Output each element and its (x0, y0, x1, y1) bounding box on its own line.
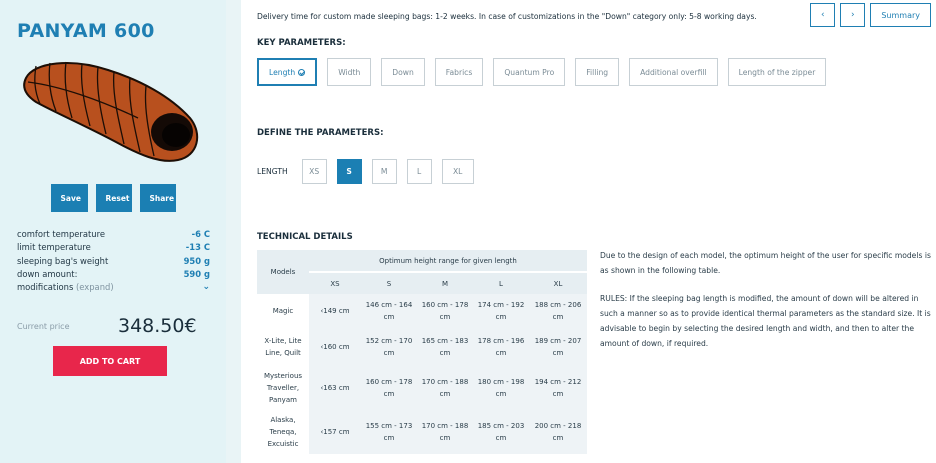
table-cell: 188 cm - 206 cm (529, 294, 587, 328)
spec-limit-temperature (17, 241, 210, 254)
table-cell: 165 cm - 183 cm (417, 328, 473, 366)
save-button[interactable]: Save (51, 184, 88, 212)
modifications-toggle[interactable] (17, 281, 210, 294)
configurator-panel (241, 0, 936, 463)
col-header: L (473, 272, 529, 294)
spec-down-amount (17, 268, 210, 281)
current-price: 348.50€ (118, 315, 197, 337)
tab-length-of-zipper[interactable]: Length of the zipper (728, 58, 827, 86)
table-cell: 155 cm - 173 cm (361, 410, 417, 454)
length-description (600, 248, 935, 351)
price-label: Current price (17, 322, 70, 331)
spec-value: -13 C (185, 242, 210, 253)
define-parameters-heading: DEFINE THE PARAMETERS: (257, 128, 384, 138)
range-header: Optimum height range for given length (309, 250, 587, 272)
prev-button[interactable]: ‹ (810, 3, 835, 27)
spec-value: 950 g (183, 255, 210, 266)
table-cell: ‹149 cm (309, 294, 361, 328)
length-table (257, 250, 587, 454)
next-button[interactable]: › (840, 3, 865, 27)
spec-label: down amount: (17, 268, 78, 279)
spec-value: 590 g (183, 268, 210, 279)
spec-label: limit temperature (17, 242, 91, 253)
table-cell: 160 cm - 178 cm (417, 294, 473, 328)
modifications-label (17, 281, 114, 294)
tab-quantum-pro[interactable]: Quantum Pro (493, 58, 565, 86)
size-xl[interactable]: XL (442, 159, 474, 184)
table-cell: ‹157 cm (309, 410, 361, 454)
sleeping-bag-image (20, 56, 205, 166)
key-parameters-heading: KEY PARAMETERS: (257, 38, 346, 48)
col-header: XL (529, 272, 587, 294)
tab-label: Length (269, 67, 296, 77)
expand-link[interactable]: (expand) (76, 282, 114, 293)
table-row (257, 294, 587, 328)
table-cell: 170 cm - 188 cm (417, 410, 473, 454)
table-cell: 178 cm - 196 cm (473, 328, 529, 366)
model-cell: Alaska, Teneqa, Excuistic (257, 410, 309, 454)
length-label: LENGTH (257, 167, 288, 176)
step-navigation (810, 3, 931, 27)
table-cell: 189 cm - 207 cm (529, 328, 587, 366)
tab-length[interactable] (257, 58, 317, 86)
table-cell: ‹160 cm (309, 328, 361, 366)
description-paragraph: Due to the design of each model, the optimum height of the user for specific models is as shown in the following table. (600, 251, 931, 275)
share-button[interactable]: Share (140, 184, 176, 212)
table-cell: 160 cm - 178 cm (361, 366, 417, 410)
table-cell: 170 cm - 188 cm (417, 366, 473, 410)
col-header: XS (309, 272, 361, 294)
spec-list (17, 228, 210, 294)
size-s[interactable]: S (337, 159, 362, 184)
table-row (257, 328, 587, 366)
tab-filling[interactable]: Filling (575, 58, 619, 86)
table-cell: 152 cm - 170 cm (361, 328, 417, 366)
delivery-info: Delivery time for custom made sleeping bags: 1-2 weeks. In case of customizations in the "Down" category only: 5-8 working days. (257, 12, 757, 21)
table-row (257, 366, 587, 410)
table-row (257, 410, 587, 454)
table-cell: 200 cm - 218 cm (529, 410, 587, 454)
chevron-down-icon[interactable]: ⌄ (202, 282, 210, 293)
size-xs[interactable]: XS (302, 159, 327, 184)
spec-label: sleeping bag's weight (17, 255, 109, 266)
table-cell: 194 cm - 212 cm (529, 366, 587, 410)
spec-value: -6 C (191, 229, 210, 239)
spec-weight (17, 255, 210, 268)
table-cell: ‹163 cm (309, 366, 361, 410)
tab-down[interactable]: Down (381, 58, 425, 86)
length-selector (257, 159, 474, 184)
col-header: S (361, 272, 417, 294)
tab-width[interactable]: Width (327, 58, 371, 86)
table-cell: 174 cm - 192 cm (473, 294, 529, 328)
spec-comfort-temperature (17, 228, 210, 241)
parameter-tabs (257, 58, 826, 86)
table-cell: 180 cm - 198 cm (473, 366, 529, 410)
tab-additional-overfill[interactable]: Additional overfill (629, 58, 717, 86)
model-cell: X-Lite, Lite Line, Quilt (257, 328, 309, 366)
table-cell: 146 cm - 164 cm (361, 294, 417, 328)
product-title: PANYAM 600 (17, 20, 155, 42)
check-circle-icon (298, 69, 305, 76)
modifications-text: modifications (17, 282, 74, 293)
models-header: Models (257, 250, 309, 294)
model-cell: Mysterious Traveller, Panyam (257, 366, 309, 410)
add-to-cart-button[interactable]: ADD TO CART (53, 346, 167, 376)
spec-label: comfort temperature (17, 229, 105, 239)
product-panel (0, 0, 226, 463)
table-cell: 185 cm - 203 cm (473, 410, 529, 454)
tab-fabrics[interactable]: Fabrics (435, 58, 484, 86)
summary-button[interactable]: Summary (870, 3, 931, 27)
reset-button[interactable]: Reset (96, 184, 132, 212)
technical-details-heading: TECHNICAL DETAILS (257, 232, 353, 242)
model-cell: Magic (257, 294, 309, 328)
description-paragraph: RULES: If the sleeping bag length is modified, the amount of down will be altered in such a manner so as to provide identical thermal parameters as the standard size. It is advisable to begin by selecting the desired length and width, and then to alter the amount of down, if required. (600, 294, 931, 348)
col-header: M (417, 272, 473, 294)
size-m[interactable]: M (372, 159, 397, 184)
size-l[interactable]: L (407, 159, 432, 184)
